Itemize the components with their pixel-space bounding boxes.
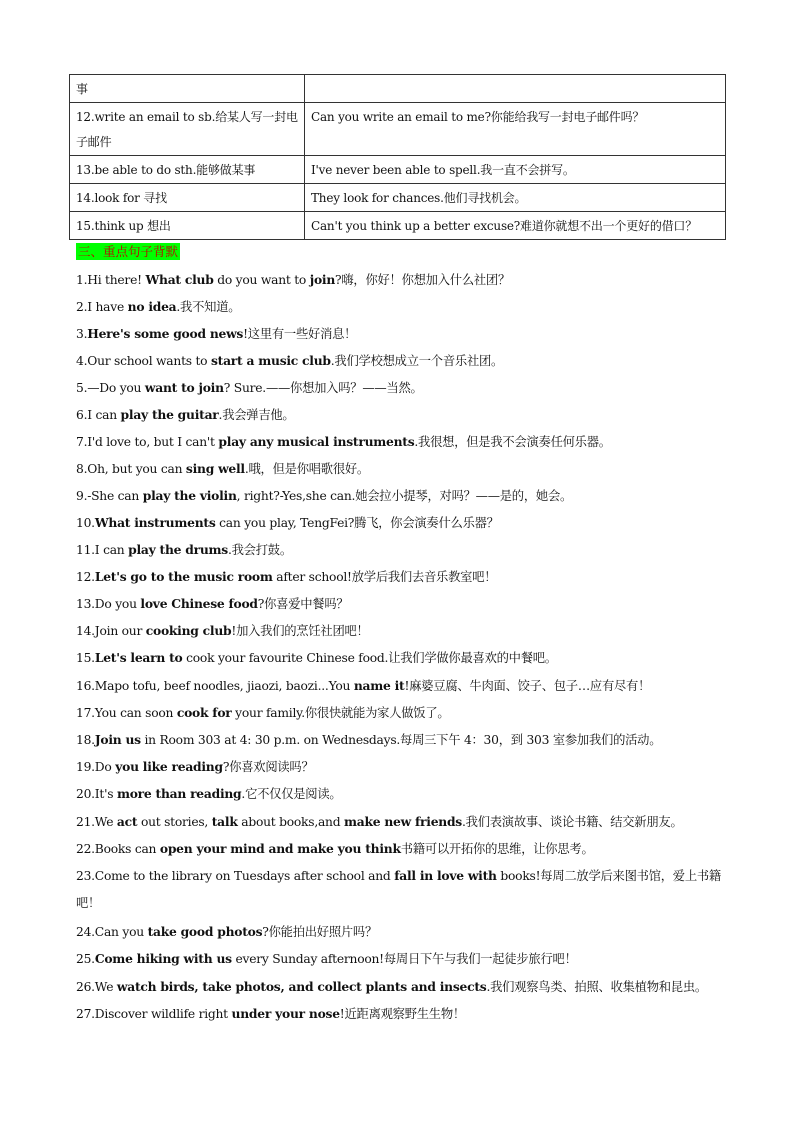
sentence-line xyxy=(76,590,734,618)
key-phrase: Come hiking with us xyxy=(94,951,232,966)
sentence-text: cook your favourite Chinese food.让我们学做你最喜欢的中餐吧。 xyxy=(182,651,557,665)
sentence-text: 10. xyxy=(76,516,95,530)
example-cell: I've never been able to spell.我一直不会拼写。 xyxy=(305,156,726,184)
key-phrase: more than reading xyxy=(116,786,242,801)
sentence-line xyxy=(76,347,734,375)
sentence-text: 15. xyxy=(76,651,95,665)
sentence-text: ?你喜欢阅读吗？ xyxy=(222,760,314,774)
phrase-cell: 15.think up 想出 xyxy=(70,212,305,240)
sentence-text: do you want to xyxy=(213,273,310,287)
key-phrase: start a music club xyxy=(210,353,331,368)
sentence-line xyxy=(76,726,734,754)
sentence-text: 3. xyxy=(76,327,88,341)
sentence-line xyxy=(76,672,734,700)
key-phrase: cooking club xyxy=(145,623,232,638)
sentence-text: books!每周二放学后来图书馆，爱上书籍吧！ xyxy=(76,869,721,910)
sentence-line xyxy=(76,1000,734,1028)
sentence-line xyxy=(76,293,734,321)
sentence-line xyxy=(76,617,734,645)
sentence-line xyxy=(76,945,734,973)
sentence-line xyxy=(76,320,734,348)
phrase-cell: 13.be able to do sth.能够做某事 xyxy=(70,156,305,184)
sentence-text: every Sunday afternoon!每周日下午与我们一起徒步旅行吧！ xyxy=(231,952,577,966)
key-phrase: play the drums xyxy=(128,542,228,557)
sentence-text: out stories, xyxy=(137,815,212,829)
sentence-line xyxy=(76,509,734,537)
sentence-text: 14.Join our xyxy=(76,624,146,638)
sentence-text: .我会弹吉他。 xyxy=(218,408,295,422)
sentence-line xyxy=(76,644,734,672)
sentence-text: after school!放学后我们去音乐教室吧！ xyxy=(272,570,497,584)
key-phrase: play the violin xyxy=(142,488,237,503)
key-phrase: love Chinese food xyxy=(140,596,258,611)
table-row xyxy=(70,212,726,240)
key-phrase: name it xyxy=(353,678,405,693)
sentence-text: ?你能拍出好照片吗？ xyxy=(262,925,378,939)
sentence-text: your family.你很快就能为家人做饭了。 xyxy=(231,706,450,720)
key-phrase: Join us xyxy=(94,732,141,747)
key-phrase: cook for xyxy=(176,705,232,720)
sentence-text: 21.We xyxy=(76,815,117,829)
sentence-text: .它不仅仅是阅读。 xyxy=(241,787,342,801)
sentence-text: ? Sure.——你想加入吗？——当然。 xyxy=(223,381,423,395)
key-phrase: What instruments xyxy=(94,515,216,530)
key-phrase: open your mind and make you think xyxy=(159,841,401,856)
sentence-text: , right?-Yes,she can.她会拉小提琴，对吗？——是的，她会。 xyxy=(236,489,573,503)
table-row xyxy=(70,156,726,184)
sentence-text: can you play, TengFei?腾飞，你会演奏什么乐器？ xyxy=(215,516,499,530)
sentence-line xyxy=(76,862,734,917)
sentence-line xyxy=(76,973,734,1001)
phrase-cell: 事 xyxy=(70,75,305,103)
sentence-text: .哦，但是你唱歌很好。 xyxy=(244,462,369,476)
sentence-line xyxy=(76,536,734,564)
sentence-text: 25. xyxy=(76,952,95,966)
sentence-text: 22.Books can xyxy=(76,842,160,856)
table-row xyxy=(70,184,726,212)
sentence-line xyxy=(76,753,734,781)
sentence-text: 8.Oh, but you can xyxy=(76,462,186,476)
key-phrase: What club xyxy=(145,272,214,287)
sentence-text: !麻婆豆腐、牛肉面、饺子、包子…应有尽有！ xyxy=(404,679,651,693)
sentence-text: 17.You can soon xyxy=(76,706,177,720)
sentence-text: 6.I can xyxy=(76,408,121,422)
sentence-text: !近距离观察野生生物！ xyxy=(339,1007,465,1021)
sentence-text: about books,and xyxy=(237,815,345,829)
sentence-line xyxy=(76,401,734,429)
key-phrase: Here's some good news xyxy=(87,326,244,341)
sentence-text: !加入我们的烹饪社团吧！ xyxy=(231,624,369,638)
key-phrase: you like reading xyxy=(115,759,223,774)
sentence-text: 书籍可以开拓你的思维，让你思考。 xyxy=(400,842,594,856)
sentence-text: 5.—Do you xyxy=(76,381,145,395)
key-phrase: talk xyxy=(211,814,238,829)
sentence-text: 4.Our school wants to xyxy=(76,354,211,368)
key-phrase: sing well xyxy=(185,461,245,476)
sentence-text: .我会打鼓。 xyxy=(227,543,292,557)
example-cell: Can't you think up a better excuse?难道你就想不出一个更好的借口？ xyxy=(305,212,726,240)
sentence-text: 19.Do xyxy=(76,760,116,774)
table-row xyxy=(70,75,726,103)
key-phrase: Let's learn to xyxy=(94,650,183,665)
sentence-line xyxy=(76,563,734,591)
sentence-text: 27.Discover wildlife right xyxy=(76,1007,232,1021)
key-phrase: want to join xyxy=(144,380,224,395)
sentence-line xyxy=(76,455,734,483)
sentence-text: .我们观察鸟类、拍照、收集植物和昆虫。 xyxy=(486,980,707,994)
sentence-line xyxy=(76,918,734,946)
sentence-text: .我们学校想成立一个音乐社团。 xyxy=(330,354,504,368)
sentence-line xyxy=(76,808,734,836)
key-phrase: fall in love with xyxy=(394,868,497,883)
table-row xyxy=(70,103,726,156)
sentence-line xyxy=(76,374,734,402)
key-phrase: watch birds, take photos, and collect plants and insects xyxy=(116,979,487,994)
sentence-text: 2.I have xyxy=(76,300,128,314)
sentence-text: .我不知道。 xyxy=(176,300,241,314)
key-phrase: act xyxy=(116,814,138,829)
example-cell xyxy=(305,75,726,103)
key-phrase: make new friends xyxy=(344,814,462,829)
phrase-table xyxy=(69,74,726,240)
sentence-text: 23.Come to the library on Tuesdays after school and xyxy=(76,869,395,883)
example-cell: They look for chances.他们寻找机会。 xyxy=(305,184,726,212)
sentence-line xyxy=(76,428,734,456)
phrase-cell: 12.write an email to sb.给某人写一封电子邮件 xyxy=(70,103,305,156)
sentence-line xyxy=(76,482,734,510)
sentence-text: .我很想，但是我不会演奏任何乐器。 xyxy=(414,435,611,449)
sentence-text: 13.Do you xyxy=(76,597,141,611)
sentence-text: 18. xyxy=(76,733,95,747)
sentence-text: 7.I'd love to, but I can't xyxy=(76,435,219,449)
sentence-line xyxy=(76,699,734,727)
sentence-text: ?嗨，你好！你想加入什么社团？ xyxy=(335,273,511,287)
key-phrase: Let's go to the music room xyxy=(94,569,273,584)
sentence-line xyxy=(76,266,734,294)
sentence-line xyxy=(76,780,734,808)
key-phrase: play the guitar xyxy=(120,407,219,422)
sentence-text: 11.I can xyxy=(76,543,129,557)
key-phrase: under your nose xyxy=(231,1006,340,1021)
sentence-text: 26.We xyxy=(76,980,117,994)
sentence-text: ?你喜爱中餐吗？ xyxy=(257,597,349,611)
key-phrase: no idea xyxy=(127,299,177,314)
sentence-text: 20.It's xyxy=(76,787,117,801)
sentence-text: 24.Can you xyxy=(76,925,148,939)
sentence-text: in Room 303 at 4: 30 p.m. on Wednesdays.每周三下午 4：30，到 303 室参加我们的活动。 xyxy=(140,733,662,747)
sentence-line xyxy=(76,835,734,863)
sentence-text: .我们表演故事、谈论书籍、结交新朋友。 xyxy=(461,815,683,829)
phrase-cell: 14.look for 寻找 xyxy=(70,184,305,212)
sentence-text: 12. xyxy=(76,570,95,584)
example-cell: Can you write an email to me?你能给我写一封电子邮件吗？ xyxy=(305,103,726,156)
key-phrase: play any musical instruments xyxy=(218,434,415,449)
sentence-text: 9.-She can xyxy=(76,489,143,503)
key-phrase: join xyxy=(309,272,336,287)
key-phrase: take good photos xyxy=(147,924,263,939)
sentence-text: 1.Hi there! xyxy=(76,273,146,287)
sentence-text: !这里有一些好消息！ xyxy=(243,327,357,341)
section-heading: 三、重点句子背默 xyxy=(78,244,179,259)
sentence-text: 16.Mapo tofu, beef noodles, jiaozi, baozi...You xyxy=(76,679,354,693)
